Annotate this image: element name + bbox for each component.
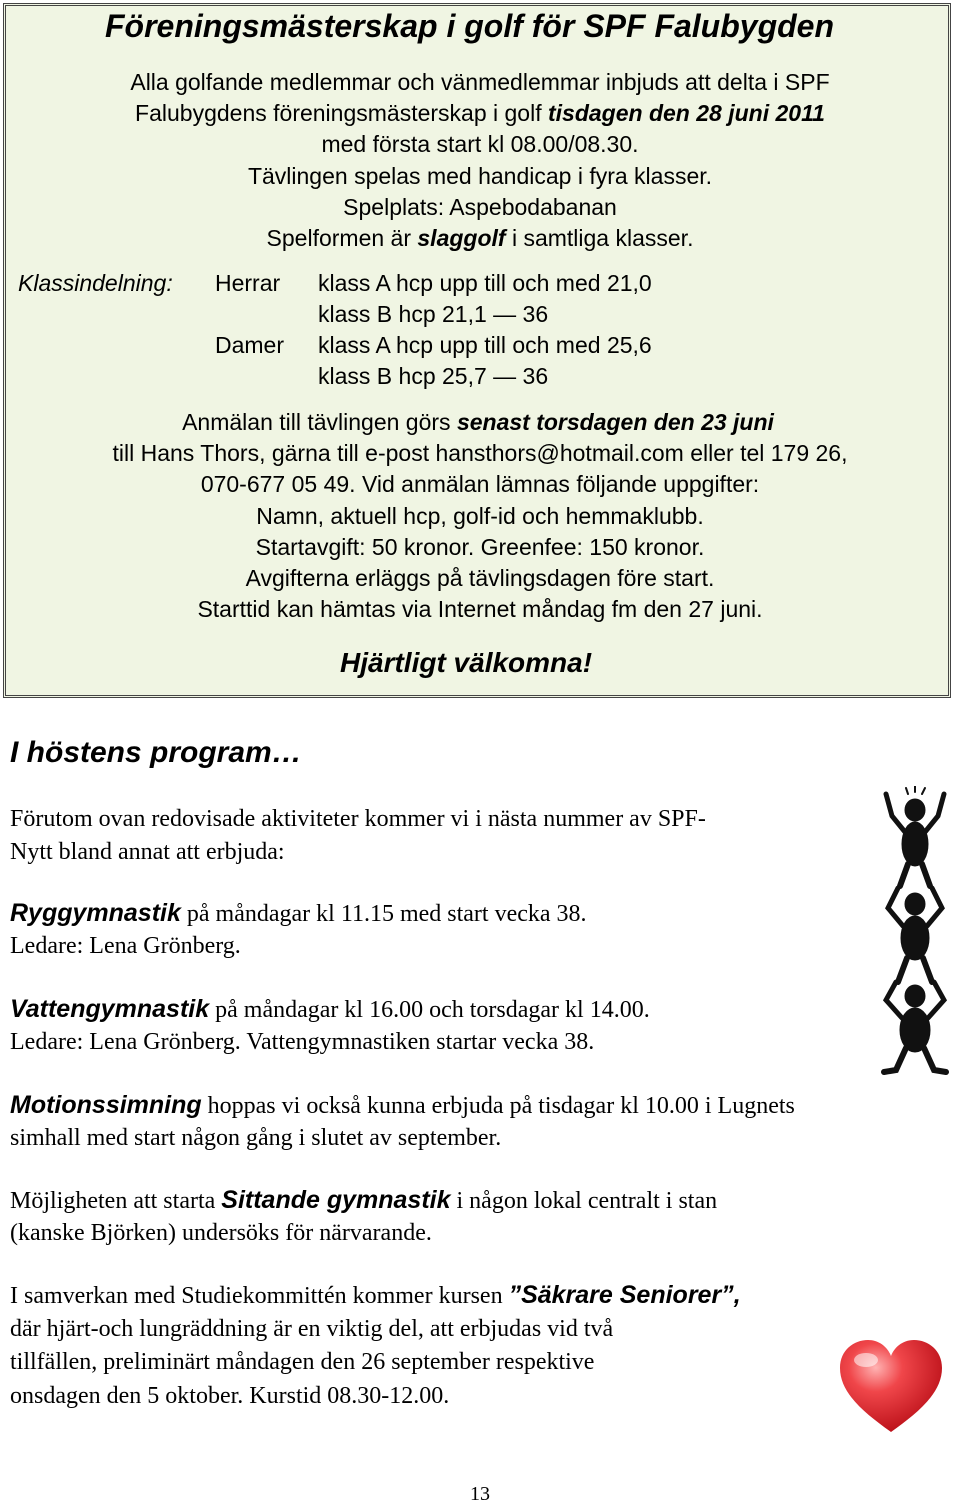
- motionssimning-text: hoppas vi också kunna erbjuda på tisdagar kl 10.00 i Lugnets: [201, 1093, 795, 1119]
- vattengymnastik-leader: Ledare: Lena Grönberg. Vattengymnastiken startar vecka 38.: [10, 1029, 595, 1055]
- vattengymnastik-name: Vattengymnastik: [10, 995, 210, 1023]
- class-herrar-label: Herrar: [215, 270, 281, 296]
- motionssimning-name: Motionssimning: [10, 1091, 202, 1119]
- sittande-name: Sittande gymnastik: [221, 1186, 451, 1214]
- signup-line-1: [0, 407, 958, 437]
- sakrare-prefix: I samverkan med Studiekommittén kommer kursen: [10, 1283, 509, 1309]
- vattengymnastik-text: på måndagar kl 16.00 och torsdagar kl 14.00.: [209, 997, 650, 1023]
- format-line: [0, 223, 960, 253]
- venue-line: Spelplats: Aspebodabanan: [343, 194, 617, 220]
- intro-line-1: Alla golfande medlemmar och vänmedlemmar inbjuds att delta i SPF: [130, 69, 830, 95]
- signup-line-2: till Hans Thors, gärna till e-post hansthors@hotmail.com eller tel 179 26,: [112, 440, 848, 466]
- sakrare-name: ”Säkrare Seniorer”: [508, 1281, 734, 1309]
- sakrare-line-4: onsdagen den 5 oktober. Kurstid 08.30-12.00.: [10, 1383, 450, 1409]
- sittande-line-2: (kanske Björken) undersöks för närvarande.: [10, 1220, 432, 1246]
- sittande-suffix: i någon lokal centralt i stan: [450, 1188, 718, 1214]
- ryggymnastik-line: [10, 897, 587, 930]
- intro-line-4: Tävlingen spelas med handicap i fyra klasser.: [247, 163, 713, 189]
- ryggymnastik-text: på måndagar kl 11.15 med start vecka 38.: [180, 901, 587, 927]
- intro-line-3: med första start kl 08.00/08.30.: [321, 131, 639, 157]
- program-intro-1: Förutom ovan redovisade aktiviteter kommer vi i nästa nummer av SPF-: [10, 806, 706, 832]
- classes-label: Klassindelning:: [18, 270, 173, 296]
- format-name: slaggolf: [417, 225, 506, 251]
- motionssimning-line-2: simhall med start någon gång i slutet av september.: [10, 1125, 502, 1151]
- class-damer-b: klass B hcp 25,7 — 36: [318, 363, 549, 389]
- class-herrar-b: klass B hcp 21,1 — 36: [318, 301, 549, 327]
- signup-deadline: senast torsdagen den 23 juni: [456, 409, 774, 435]
- signup-line-6: Avgifterna erläggs på tävlingsdagen före start.: [245, 565, 715, 591]
- signup-line-5: Startavgift: 50 kronor. Greenfee: 150 kronor.: [255, 534, 705, 560]
- program-intro-2: Nytt bland annat att erbjuda:: [10, 839, 285, 865]
- motionssimning-line: [10, 1089, 795, 1122]
- intro-line-2-text: Falubygdens föreningsmästerskap i golf: [135, 100, 548, 126]
- format-suffix: i samtliga klasser.: [505, 225, 694, 251]
- class-damer-label: Damer: [215, 332, 285, 358]
- format-prefix: Spelformen är: [266, 225, 418, 251]
- stacked-figures-icon: [870, 786, 960, 1076]
- signup-line-7: Starttid kan hämtas via Internet måndag fm den 27 juni.: [197, 596, 763, 622]
- sittande-prefix: Möjligheten att starta: [10, 1188, 222, 1214]
- intro-line-2: [0, 98, 960, 128]
- event-date: tisdagen den 28 juni 2011: [548, 100, 825, 126]
- page-title: Föreningsmästerskap i golf för SPF Falubygden: [105, 8, 834, 44]
- class-damer-a: klass A hcp upp till och med 25,6: [318, 332, 652, 358]
- ryggymnastik-name: Ryggymnastik: [10, 899, 181, 927]
- sakrare-comma: ,: [733, 1281, 741, 1309]
- program-heading: I höstens program…: [10, 736, 302, 769]
- sittande-line: [10, 1184, 717, 1217]
- welcome-text: Hjärtligt välkomna!: [340, 647, 593, 678]
- sakrare-line-3: tillfällen, preliminärt måndagen den 26 september respektive: [10, 1349, 595, 1375]
- heart-icon: [836, 1336, 946, 1436]
- signup-line-3: 070-677 05 49. Vid anmälan lämnas följande uppgifter:: [200, 471, 760, 497]
- page-number: 13: [470, 1483, 490, 1505]
- sakrare-line: [10, 1279, 741, 1312]
- signup-prefix: Anmälan till tävlingen görs: [182, 409, 457, 435]
- class-herrar-a: klass A hcp upp till och med 21,0: [318, 270, 652, 296]
- ryggymnastik-leader: Ledare: Lena Grönberg.: [10, 933, 241, 959]
- vattengymnastik-line: [10, 993, 650, 1026]
- signup-line-4: Namn, aktuell hcp, golf-id och hemmaklubb.: [256, 503, 704, 529]
- sakrare-line-2: där hjärt-och lungräddning är en viktig del, att erbjudas vid två: [10, 1316, 614, 1342]
